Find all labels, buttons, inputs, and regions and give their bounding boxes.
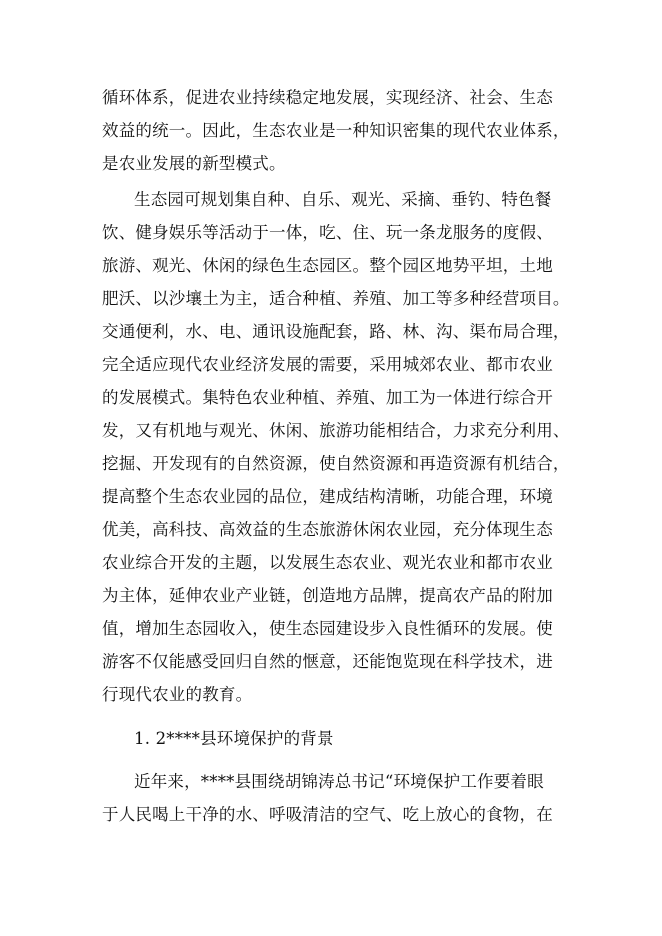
text-line: 挖掘、开发现有的自然资源，使自然资源和再造资源有机结合， bbox=[102, 454, 570, 473]
text-line: 游客不仅能感受回归自然的惬意，还能饱览现在科学技术，进 bbox=[102, 652, 553, 671]
text-line: 完全适应现代农业经济发展的需要，采用城郊农业、都市农业 bbox=[102, 355, 553, 374]
text-line: 的发展模式。集特色农业种植、养殖、加工为一体进行综合开 bbox=[102, 388, 553, 407]
text-line: 交通便利，水、电、通讯设施配套，路、林、沟、渠布局合理， bbox=[102, 322, 570, 341]
text-line: 发，又有机地与观光、休闲、旅游功能相结合，力求充分利用、 bbox=[102, 421, 570, 440]
text-line: 行现代农业的教育。 bbox=[102, 685, 253, 704]
text-line: 于人民喝上干净的水、呼吸清洁的空气、吃上放心的食物，在 bbox=[102, 805, 553, 824]
text-line: 旅游、观光、休闲的绿色生态园区。整个园区地势平坦，土地 bbox=[102, 256, 553, 275]
paragraph-first-line: 近年来，****县围绕胡锦涛总书记“环境保护工作要着眼 bbox=[134, 772, 544, 791]
paragraph-first-line: 生态园可规划集自种、自乐、观光、采摘、垂钓、特色餐 bbox=[134, 190, 552, 209]
text-line: 值，增加生态园收入，使生态园建设步入良性循环的发展。使 bbox=[102, 619, 553, 638]
text-line: 循环体系，促进农业持续稳定地发展，实现经济、社会、生态 bbox=[102, 88, 553, 107]
text-line: 提高整个生态农业园的品位，建成结构清晰，功能合理，环境 bbox=[102, 487, 553, 506]
text-line: 效益的统一。因此，生态农业是一种知识密集的现代农业体系， bbox=[102, 121, 570, 140]
text-line: 是农业发展的新型模式。 bbox=[102, 154, 286, 173]
text-line: 农业综合开发的主题，以发展生态农业、观光农业和都市农业 bbox=[102, 553, 553, 572]
text-line: 饮、健身娱乐等活动于一体，吃、住、玩一条龙服务的度假、 bbox=[102, 223, 553, 242]
section-heading: 1. 2****县环境保护的背景 bbox=[134, 729, 334, 748]
text-line: 为主体，延伸农业产业链，创造地方品牌，提高农产品的附加 bbox=[102, 586, 553, 605]
text-line: 肥沃、以沙壤土为主，适合种植、养殖、加工等多种经营项目。 bbox=[102, 289, 570, 308]
text-line: 优美，高科技、高效益的生态旅游休闲农业园，充分体现生态 bbox=[102, 520, 553, 539]
